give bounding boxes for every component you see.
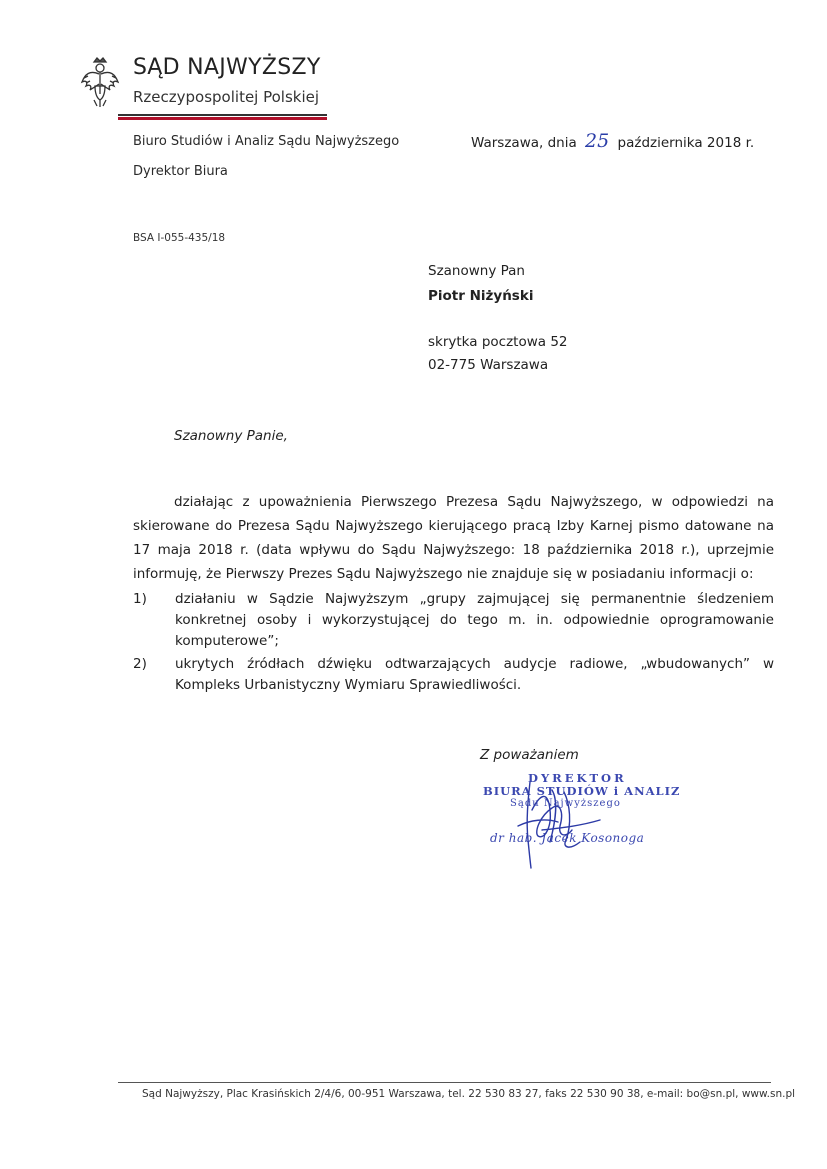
- court-name: SĄD NAJWYŻSZY: [133, 55, 321, 80]
- addressee-name: Piotr Niżyński: [428, 288, 534, 304]
- office-name: Biuro Studiów i Analiz Sądu Najwyższego: [133, 134, 400, 149]
- list-item-text: ukrytych źródłach dźwięku odtwarzających audycje radiowe, „wbudowanych” w Kompleks Urbanistyczny Wymiaru Sprawiedliwości.: [175, 656, 774, 693]
- letter-greeting: Szanowny Panie,: [174, 428, 288, 444]
- closing-regards: Z poważaniem: [480, 747, 579, 763]
- list-item-text: działaniu w Sądzie Najwyższym „grupy zajmującej się permanentnie śledzeniem konkretnej osoby i wykorzystującej do tego m. in. odpowiednie oprogramowanie komputerowe”;: [175, 591, 774, 649]
- sender-title: Dyrektor Biura: [133, 164, 228, 179]
- list-item-number: 2): [133, 656, 147, 672]
- date-day-handwritten: 25: [585, 130, 610, 152]
- footer-contact: Sąd Najwyższy, Plac Krasińskich 2/4/6, 00-951 Warszawa, tel. 22 530 83 27, faks 22 530 90 38, e-mail: bo@sn.pl, www.sn.pl: [142, 1088, 796, 1100]
- list-item: [133, 654, 774, 696]
- letter-date: [471, 130, 754, 152]
- stamp-office: BIURA STUDIÓW i ANALIZ: [483, 784, 681, 798]
- info-list: [133, 589, 774, 698]
- court-subtitle: Rzeczypospolitej Polskiej: [133, 88, 320, 106]
- list-item: [133, 589, 774, 652]
- addressee-po-box: skrytka pocztowa 52: [428, 334, 568, 350]
- letterhead-divider: [118, 114, 327, 116]
- list-item-number: 1): [133, 591, 147, 607]
- date-rest: października 2018 r.: [617, 135, 755, 151]
- body-paragraph: działając z upoważnienia Pierwszego Prezesa Sądu Najwyższego, w odpowiedzi na skierowane do Prezesa Sądu Najwyższego kierującego pracą Izby Karnej pismo datowane na 17 maja 2018 r. (data wpływu do Sądu Najwyższego: 18 października 2018 r.), uprzejmie informuję, że Pierwszy Prezes Sądu Najwyższego nie znajduje się w posiadaniu informacji o:: [133, 494, 774, 582]
- stamp-title: DYREKTOR: [528, 771, 627, 785]
- letterhead-accent-rule: [118, 117, 327, 120]
- date-prefix: Warszawa, dnia: [471, 135, 577, 151]
- eagle-emblem-icon: [80, 56, 120, 108]
- footer-divider: [118, 1082, 771, 1083]
- addressee-salutation: Szanowny Pan: [428, 263, 525, 279]
- reference-number: BSA I-055-435/18: [133, 232, 226, 244]
- handwritten-signature: [500, 780, 630, 870]
- addressee-city: 02-775 Warszawa: [428, 357, 549, 373]
- stamp-signatory: dr hab. Jacek Kosonoga: [490, 831, 645, 845]
- stamp-court: Sądu Najwyższego: [510, 798, 621, 809]
